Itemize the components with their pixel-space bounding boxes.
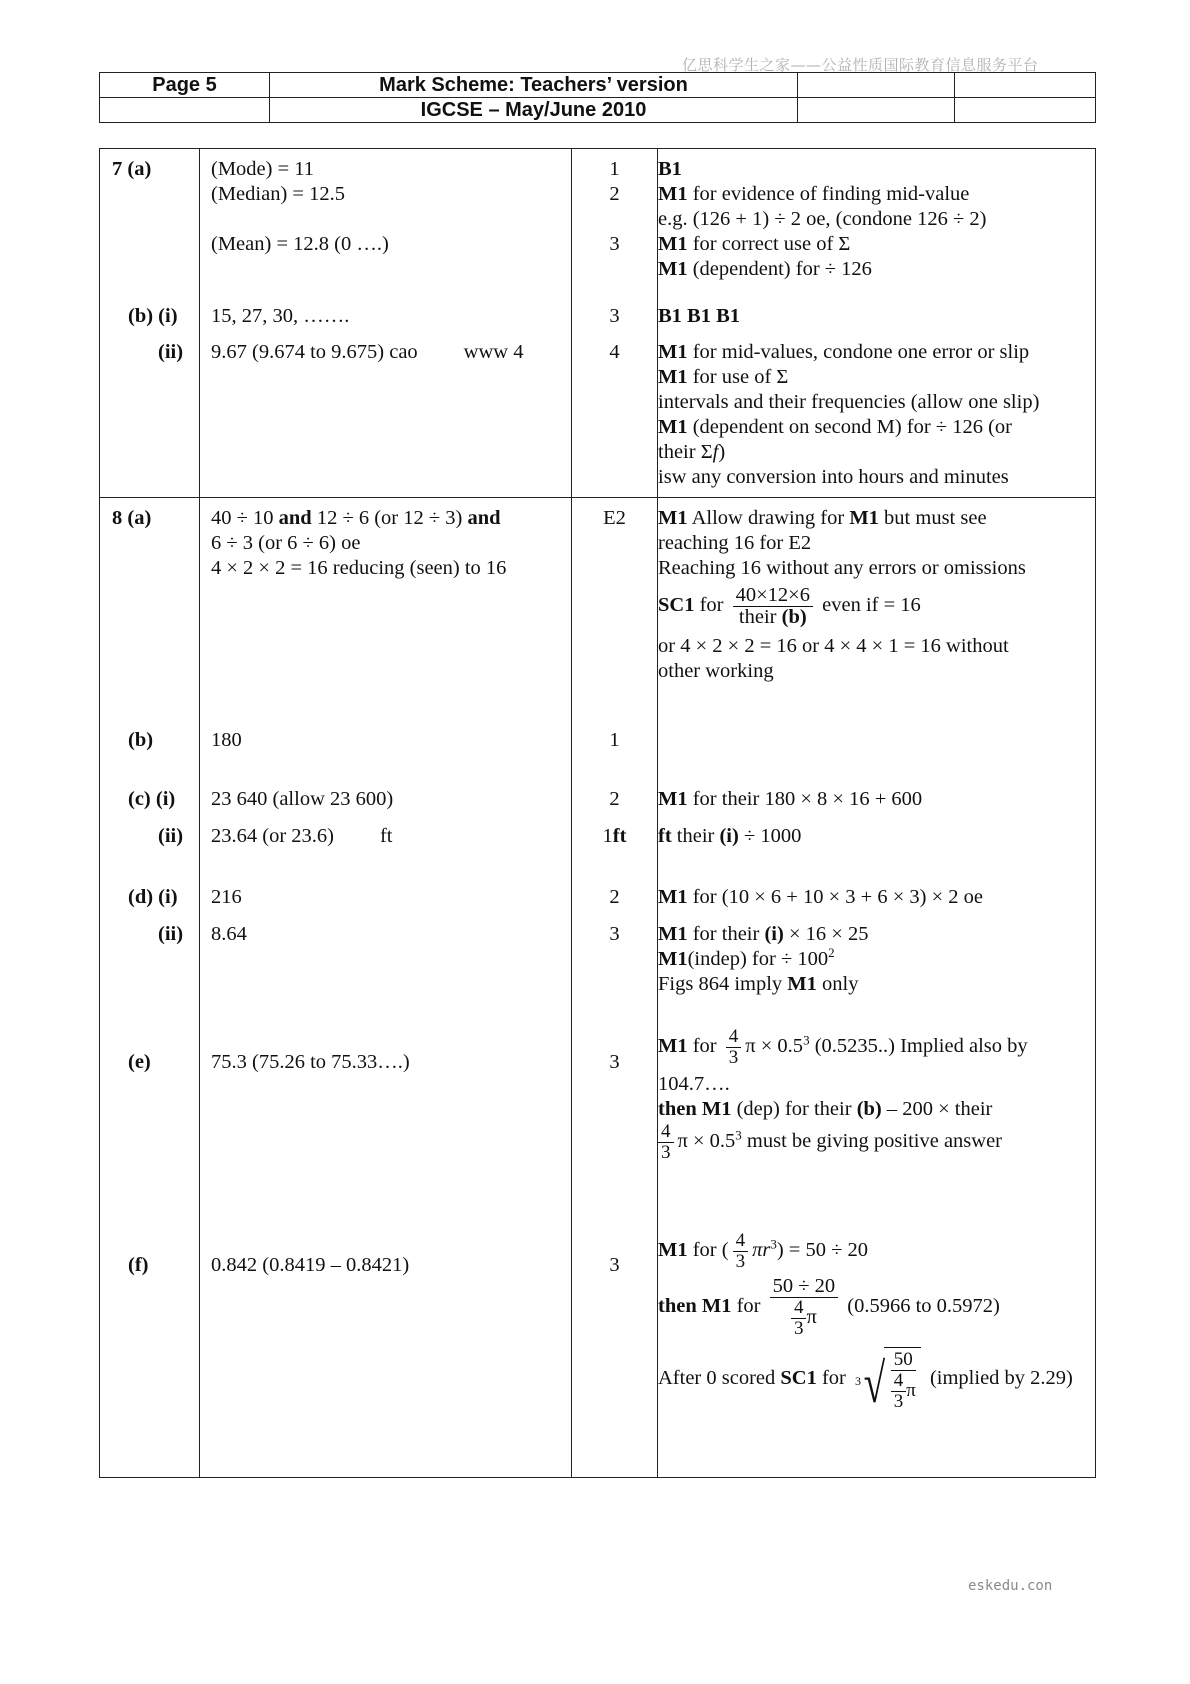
guidance-text: f [712,441,719,463]
fraction [888,1350,919,1412]
table-row-8f [100,1241,1096,1478]
answer: 9.67 (9.674 to 9.675) cao [211,341,418,363]
table-row-8e [100,1037,1096,1241]
guidance-text: (dependent on second M) for ÷ 126 (or [687,416,1012,438]
table-row-7bii [100,340,1096,498]
answer: 216 [211,886,242,908]
guidance-text: for evidence of finding mid-value [687,183,970,205]
footer-site: eskedu.con [968,1578,1053,1594]
question-label: (d) (i) [128,886,178,908]
header-blank-4 [798,98,955,123]
guidance-text: (dependent) for ÷ 126 [687,258,872,280]
fraction-numerator: 40×12×6 [733,585,813,607]
guidance-text: After 0 scored [658,1367,781,1390]
answer-note: ft [379,825,393,847]
guidance-text: Reaching 16 without any errors or omissions [658,557,1026,579]
question-label: (c) (i) [128,788,176,810]
guidance-text: ) [718,441,726,463]
mark: E2 [603,507,626,529]
question-label: (ii) [158,341,184,363]
mark-code: SC1 [658,594,695,617]
answer: 180 [211,729,242,751]
answer-mean: (Mean) = 12.8 (0 ….) [211,233,389,255]
fraction-denominator: 3 [728,1047,739,1068]
mark-code: M1 [658,948,688,970]
header-blank-3 [100,98,270,123]
answer-keyword: and [467,507,501,529]
mark-code: M1 [658,1239,688,1262]
answer: 15, 27, 30, ……. [211,305,350,327]
guidance-text: reaching 16 for E2 [658,532,812,554]
guidance-text: for (10 × 6 + 10 × 3 + 6 × 3) × 2 oe [687,886,984,908]
guidance-text: 104.7…. [658,1073,730,1095]
guidance-text: for ( [687,1239,729,1262]
header-blank-5 [955,98,1096,123]
guidance-text: ) = 50 ÷ 20 [776,1239,868,1262]
guidance-text: for [694,594,729,617]
mark: 1 [609,158,620,180]
formula: π [906,1379,916,1401]
mark-code: SC1 [780,1367,817,1390]
mark-code: M1 [658,1035,688,1058]
fraction-numerator: 4 [733,1231,749,1252]
mark: 3 [609,1254,620,1276]
guidance-text: – 200 × their [881,1098,993,1120]
guidance-text: × 16 × 25 [783,923,869,945]
fraction-denominator: 3 [661,1142,671,1163]
fraction-numerator: 4 [891,1371,907,1392]
answer: 12 ÷ 6 (or 12 ÷ 3) [311,507,468,529]
guidance-text: their [671,825,720,847]
question-label: (ii) [158,923,184,945]
fraction [770,1276,839,1339]
answer: 0.842 (0.8419 – 0.8421) [211,1254,410,1276]
radical-sign-icon: √ [863,1353,886,1415]
guidance-text: (implied by 2.29) [924,1367,1073,1390]
formula: π × 0.5 [677,1130,736,1153]
guidance-text: for [816,1367,852,1390]
table-row-8cii [100,824,1096,885]
fraction [726,1027,742,1068]
guidance-text: for correct use of Σ [687,233,851,255]
guidance-text: (0.5235..) Implied also by [809,1035,1028,1058]
answer: 8.64 [211,923,247,945]
mark-code: M1 [658,507,688,529]
guidance-text: for [687,1035,722,1058]
mark-code: B1 B1 B1 [658,305,741,327]
mark-code: M1 [849,507,879,529]
exponent: 2 [828,945,835,961]
fraction [658,1122,674,1163]
mark-code: M1 [658,886,688,908]
guidance-text: even if = 16 [817,594,921,617]
guidance-text: for [731,1295,766,1318]
mark: 3 [609,923,620,945]
guidance-text: e.g. (126 + 1) ÷ 2 oe, (condone 126 ÷ 2) [658,208,987,230]
mark-code: M1 [658,788,688,810]
mark: 3 [609,233,620,255]
table-row-7a [100,149,1096,305]
cube-root [855,1347,921,1415]
header-blank-1 [798,73,955,98]
fraction-numerator: 4 [726,1027,742,1048]
fraction-numerator: 50 ÷ 20 [770,1276,839,1298]
guidance-text: (indep) for ÷ 100 [687,948,829,970]
formula: π [806,1306,817,1329]
question-label: (b) [128,729,154,751]
guidance-text: other working [658,660,774,682]
exponent: 3 [770,1236,777,1252]
guidance-text: for mid-values, condone one error or slip [687,341,1030,363]
mark: 2 [609,886,620,908]
answer-keyword: and [278,507,312,529]
mark-code: M1 [658,233,688,255]
root-index: 3 [855,1374,862,1388]
mark-code: ft [658,825,672,847]
fraction-numerator: 50 [891,1350,916,1371]
table-row-8a [100,498,1096,729]
table-row-8dii [100,922,1096,1037]
table-row-8b [100,728,1096,787]
guidance-text: for their [687,923,765,945]
part-ref: (i) [719,825,739,847]
mark-code: M1 [658,183,688,205]
answer: 75.3 (75.26 to 75.33….) [211,1051,410,1073]
mark: 1 [609,729,620,751]
header-blank-2 [955,73,1096,98]
inner-fraction [791,1298,807,1339]
page-number: Page 5 [100,73,270,98]
question-label: 7 (a) [112,158,152,180]
fraction-numerator: 4 [658,1122,674,1143]
fraction [733,585,813,628]
exponent: 3 [735,1127,742,1143]
guidance-text: only [816,973,859,995]
mark-code: M1 [658,341,688,363]
mark-code: M1 [787,973,817,995]
page-header [99,72,1096,123]
exponent: 3 [803,1032,810,1048]
guidance-text: intervals and their frequencies (allow one slip) [658,391,1040,413]
mark-code: M1 [658,366,688,388]
table-row-7bi [100,304,1096,340]
mark: 2 [609,183,620,205]
answer-note: www 4 [463,341,524,363]
mark-code: then M1 [658,1098,732,1120]
question-label: 8 (a) [112,507,152,529]
fraction-denominator: their [738,606,782,628]
answer-mode: (Mode) = 11 [211,158,315,180]
mark: 3 [609,305,620,327]
guidance-text: (0.5966 to 0.5972) [842,1295,1000,1318]
mark-code: M1 [658,416,688,438]
guidance-text: for use of Σ [687,366,789,388]
question-label: (b) (i) [128,305,178,327]
mark: 1 [602,825,613,847]
guidance-text: Figs 864 imply [658,973,788,995]
fraction-numerator: 4 [791,1298,807,1319]
inner-fraction [891,1371,907,1412]
question-label: (e) [128,1051,151,1073]
part-ref: (b) [856,1098,882,1120]
answer-median: (Median) = 12.5 [211,183,345,205]
answer: 6 ÷ 3 (or 6 ÷ 6) oe [211,532,361,554]
answer: 40 ÷ 10 [211,507,279,529]
guidance-text: their Σ [658,441,713,463]
fraction-denominator: 3 [893,1391,904,1412]
mark-scheme-table [99,148,1096,1478]
question-label: (ii) [158,825,184,847]
guidance-text: ÷ 1000 [738,825,802,847]
table-row-8ci [100,787,1096,824]
mark-code: M1 [658,923,688,945]
mark: 3 [609,1051,620,1073]
guidance-text: must be giving positive answer [741,1130,1003,1153]
mark-code: M1 [658,258,688,280]
watermark: 亿思科学生之家——公益性质国际教育信息服务平台 [682,56,1039,74]
fraction-denominator: 3 [735,1251,746,1272]
guidance-text: Allow drawing for [687,507,850,529]
part-ref: (b) [781,606,807,628]
guidance-text: isw any conversion into hours and minutes [658,466,1009,488]
fraction-denominator: 3 [793,1318,804,1339]
mark-code: B1 [658,158,682,180]
mark-code: ft [612,825,627,847]
answer: 23.64 (or 23.6) [211,825,334,847]
formula: π × 0.5 [745,1035,804,1058]
question-label: (f) [128,1254,149,1276]
part-ref: (i) [764,923,784,945]
document-title: Mark Scheme: Teachers’ version [270,73,798,98]
formula: πr [752,1239,771,1262]
guidance-text: but must see [878,507,987,529]
guidance-text: for their 180 × 8 × 16 + 600 [687,788,923,810]
answer: 4 × 2 × 2 = 16 reducing (seen) to 16 [211,557,507,579]
guidance-text: or 4 × 2 × 2 = 16 or 4 × 4 × 1 = 16 without [658,635,1009,657]
table-row-8di [100,885,1096,922]
mark: 2 [609,788,620,810]
mark-code: then M1 [658,1295,732,1318]
mark: 4 [609,341,620,363]
guidance-text: (dep) for their [731,1098,857,1120]
answer: 23 640 (allow 23 600) [211,788,394,810]
document-subtitle: IGCSE – May/June 2010 [270,98,798,123]
fraction [733,1231,749,1272]
